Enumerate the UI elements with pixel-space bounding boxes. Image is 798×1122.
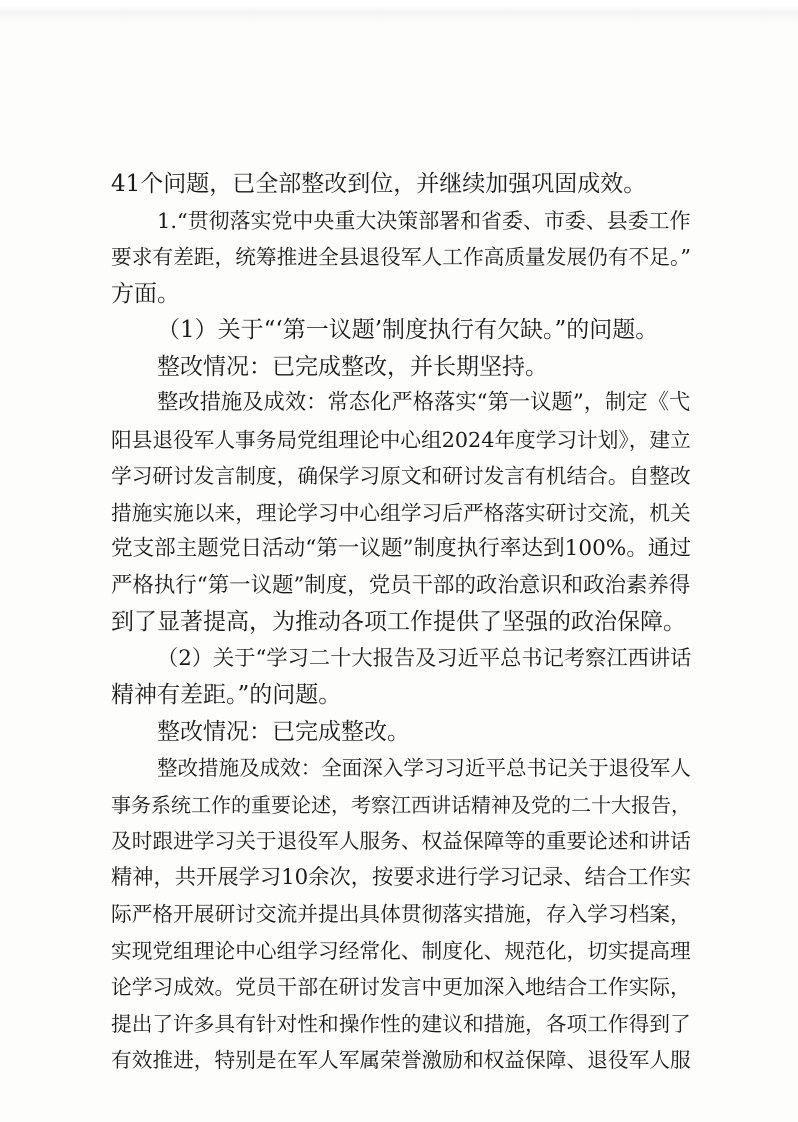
text-line: 精神有差距。”的问题。: [111, 682, 342, 708]
text-line: 论学习成效。党员干部在研讨发言中更加深入地结合工作实际，: [111, 975, 691, 999]
measures-paragraph: 整改措施及成效：全面深入学习习近平总书记关于退役军人: [157, 756, 691, 780]
text-line: 及时跟进学习关于退役军人服务、权益保障等的重要论述和讲话: [111, 829, 691, 853]
text-line: 学习研讨发言制度，确保学习原文和研讨发言有机结合。自整改: [111, 464, 691, 488]
rectification-status: 整改情况：已完成整改，并长期坚持。: [157, 353, 548, 380]
text-line: 41个问题，已全部整改到位，并继续加强巩固成效。: [111, 171, 647, 197]
document-body: [111, 166, 691, 1079]
text-line: 措施实施以来，理论学习中心组学习后严格落实研讨交流，机关: [111, 500, 691, 525]
text-line: 精神，共开展学习10余次，按要求进行学习记录、结合工作实: [111, 864, 691, 890]
text-line: 严格执行“第一议题”制度，党员干部的政治意识和政治素养得: [111, 572, 691, 598]
scan-top-edge: [0, 0, 798, 24]
text-line: 实现党组理论中心组学习经常化、制度化、规范化，切实提高理: [111, 938, 691, 963]
text-line: 际严格开展研讨交流并提出具体贯彻落实措施，存入学习档案，: [111, 902, 691, 926]
text-line: 方面。: [111, 280, 180, 307]
section-heading: 1.“贯彻落实党中央重大决策部署和省委、市委、县委工作: [157, 208, 691, 233]
measures-paragraph: 整改措施及成效：常态化严格落实“第一议题”，制定《弋: [157, 390, 691, 415]
text-line: 提出了许多具有针对性和操作性的建议和措施，各项工作得到了: [111, 1011, 691, 1036]
text-line: 事务系统工作的重要论述，考察江西讲话精神及党的二十大报告，: [111, 792, 691, 817]
text-line: 党支部主题党日活动“第一议题”制度执行率达到100%。通过: [111, 536, 692, 561]
text-line: 有效推进，特别是在军人军属荣誉激励和权益保障、退役军人服: [111, 1048, 691, 1072]
issue-heading: （1）关于“‘第一议题’制度执行有欠缺。”的问题。: [157, 317, 659, 343]
issue-heading: （2）关于“学习二十大报告及习近平总书记考察江西讲话: [157, 645, 692, 671]
text-line: 阳县退役军人事务局党组理论中心组2024年度学习计划》，建立: [111, 427, 691, 452]
text-line: 到了显著提高，为推动各项工作提供了坚强的政治保障。: [111, 609, 686, 635]
text-line: 要求有差距，统筹推进全县退役军人工作高质量发展仍有不足。”: [111, 245, 691, 269]
rectification-status: 整改情况：已完成整改。: [157, 718, 410, 745]
